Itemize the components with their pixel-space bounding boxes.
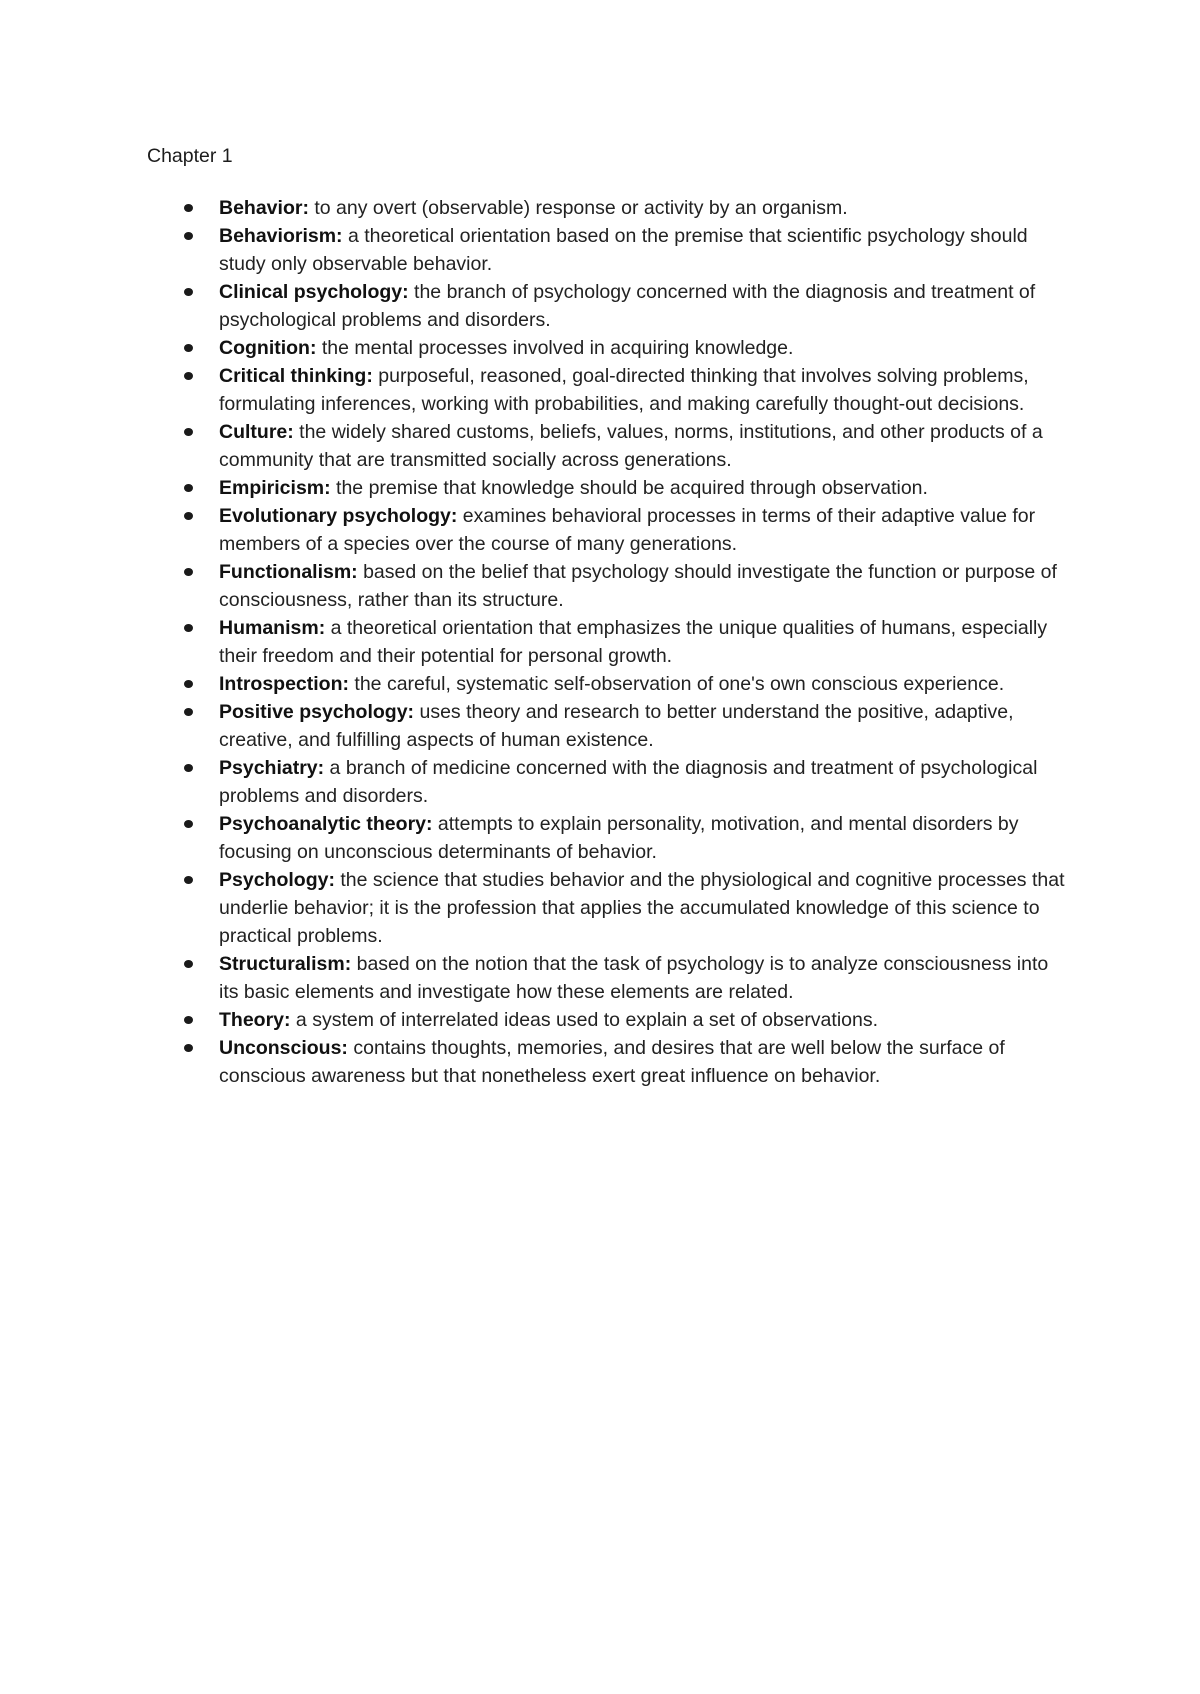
term-definition: the careful, systematic self-observation of one's own conscious experience. xyxy=(349,673,1005,695)
term-definition: attempts to explain personality, motivation, and mental disorders by focusing on unconscious determinants of behavior. xyxy=(219,813,1019,863)
bullet-icon xyxy=(184,1044,193,1052)
bullet-icon xyxy=(184,484,193,492)
list-item xyxy=(147,558,1067,614)
bullet-icon xyxy=(184,624,193,632)
bullet-icon xyxy=(184,344,193,352)
term-label: Clinical psychology: xyxy=(219,281,409,303)
list-item xyxy=(147,614,1067,670)
term-definition: the mental processes involved in acquiring knowledge. xyxy=(316,337,794,359)
list-item xyxy=(147,810,1067,866)
term-definition: a branch of medicine concerned with the diagnosis and treatment of psychological problems and disorders. xyxy=(219,757,1038,807)
bullet-icon xyxy=(184,428,193,436)
term-label: Introspection: xyxy=(219,673,349,695)
term-definition: a theoretical orientation based on the premise that scientific psychology should study only observable behavior. xyxy=(219,225,1028,275)
list-item xyxy=(147,418,1067,474)
list-item xyxy=(147,950,1067,1006)
term-definition: to any overt (observable) response or activity by an organism. xyxy=(308,197,848,219)
term-label: Psychiatry: xyxy=(219,757,325,779)
term-label: Critical thinking: xyxy=(219,365,373,387)
term-label: Empiricism: xyxy=(219,477,331,499)
list-item xyxy=(147,362,1067,418)
term-label: Functionalism: xyxy=(219,561,358,583)
bullet-icon xyxy=(184,680,193,688)
bullet-icon xyxy=(184,1016,193,1024)
list-item xyxy=(147,194,1067,222)
term-definition: a system of interrelated ideas used to explain a set of observations. xyxy=(290,1009,879,1031)
list-item xyxy=(147,1006,1067,1034)
bullet-icon xyxy=(184,764,193,772)
term-definition: examines behavioral processes in terms of their adaptive value for members of a species over the course of many generations. xyxy=(219,505,1036,555)
term-label: Culture: xyxy=(219,421,294,443)
term-definition: the premise that knowledge should be acquired through observation. xyxy=(330,477,928,499)
term-label: Behavior: xyxy=(219,197,309,219)
bullet-icon xyxy=(184,960,193,968)
term-definition: the science that studies behavior and the physiological and cognitive processes that underlie behavior; it is the profession that applies the accumulated knowledge of this science to practical problems. xyxy=(219,869,1065,947)
bullet-icon xyxy=(184,204,193,212)
glossary-list xyxy=(147,194,1067,1090)
term-label: Psychology: xyxy=(219,869,335,891)
term-label: Psychoanalytic theory: xyxy=(219,813,433,835)
chapter-title: Chapter 1 xyxy=(147,145,233,167)
term-label: Cognition: xyxy=(219,337,317,359)
list-item xyxy=(147,670,1067,698)
list-item xyxy=(147,698,1067,754)
term-definition: the branch of psychology concerned with the diagnosis and treatment of psychological problems and disorders. xyxy=(219,281,1036,331)
bullet-icon xyxy=(184,512,193,520)
term-label: Theory: xyxy=(219,1009,291,1031)
term-definition: based on the notion that the task of psychology is to analyze consciousness into its basic elements and investigate how these elements are related. xyxy=(219,953,1049,1003)
list-item xyxy=(147,866,1067,950)
bullet-icon xyxy=(184,708,193,716)
term-definition: purposeful, reasoned, goal-directed thinking that involves solving problems, formulating inferences, working with probabilities, and making carefully thought-out decisions. xyxy=(219,365,1029,415)
term-definition: based on the belief that psychology should investigate the function or purpose of consciousness, rather than its structure. xyxy=(219,561,1057,611)
term-label: Positive psychology: xyxy=(219,701,415,723)
term-definition: contains thoughts, memories, and desires that are well below the surface of conscious awareness but that nonetheless exert great influence on behavior. xyxy=(219,1037,1005,1087)
term-definition: the widely shared customs, beliefs, values, norms, institutions, and other products of a community that are transmitted socially across generations. xyxy=(219,421,1043,471)
term-definition: a theoretical orientation that emphasizes the unique qualities of humans, especially their freedom and their potential for personal growth. xyxy=(219,617,1048,667)
term-label: Humanism: xyxy=(219,617,326,639)
bullet-icon xyxy=(184,232,193,240)
list-item xyxy=(147,222,1067,278)
bullet-icon xyxy=(184,876,193,884)
term-label: Structuralism: xyxy=(219,953,352,975)
bullet-icon xyxy=(184,820,193,828)
list-item xyxy=(147,502,1067,558)
list-item xyxy=(147,1034,1067,1090)
list-item xyxy=(147,474,1067,502)
bullet-icon xyxy=(184,372,193,380)
term-label: Evolutionary psychology: xyxy=(219,505,458,527)
bullet-icon xyxy=(184,288,193,296)
term-definition: uses theory and research to better understand the positive, adaptive, creative, and fulfilling aspects of human existence. xyxy=(219,701,1014,751)
list-item xyxy=(147,754,1067,810)
term-label: Unconscious: xyxy=(219,1037,348,1059)
term-label: Behaviorism: xyxy=(219,225,343,247)
bullet-icon xyxy=(184,568,193,576)
list-item xyxy=(147,334,1067,362)
list-item xyxy=(147,278,1067,334)
